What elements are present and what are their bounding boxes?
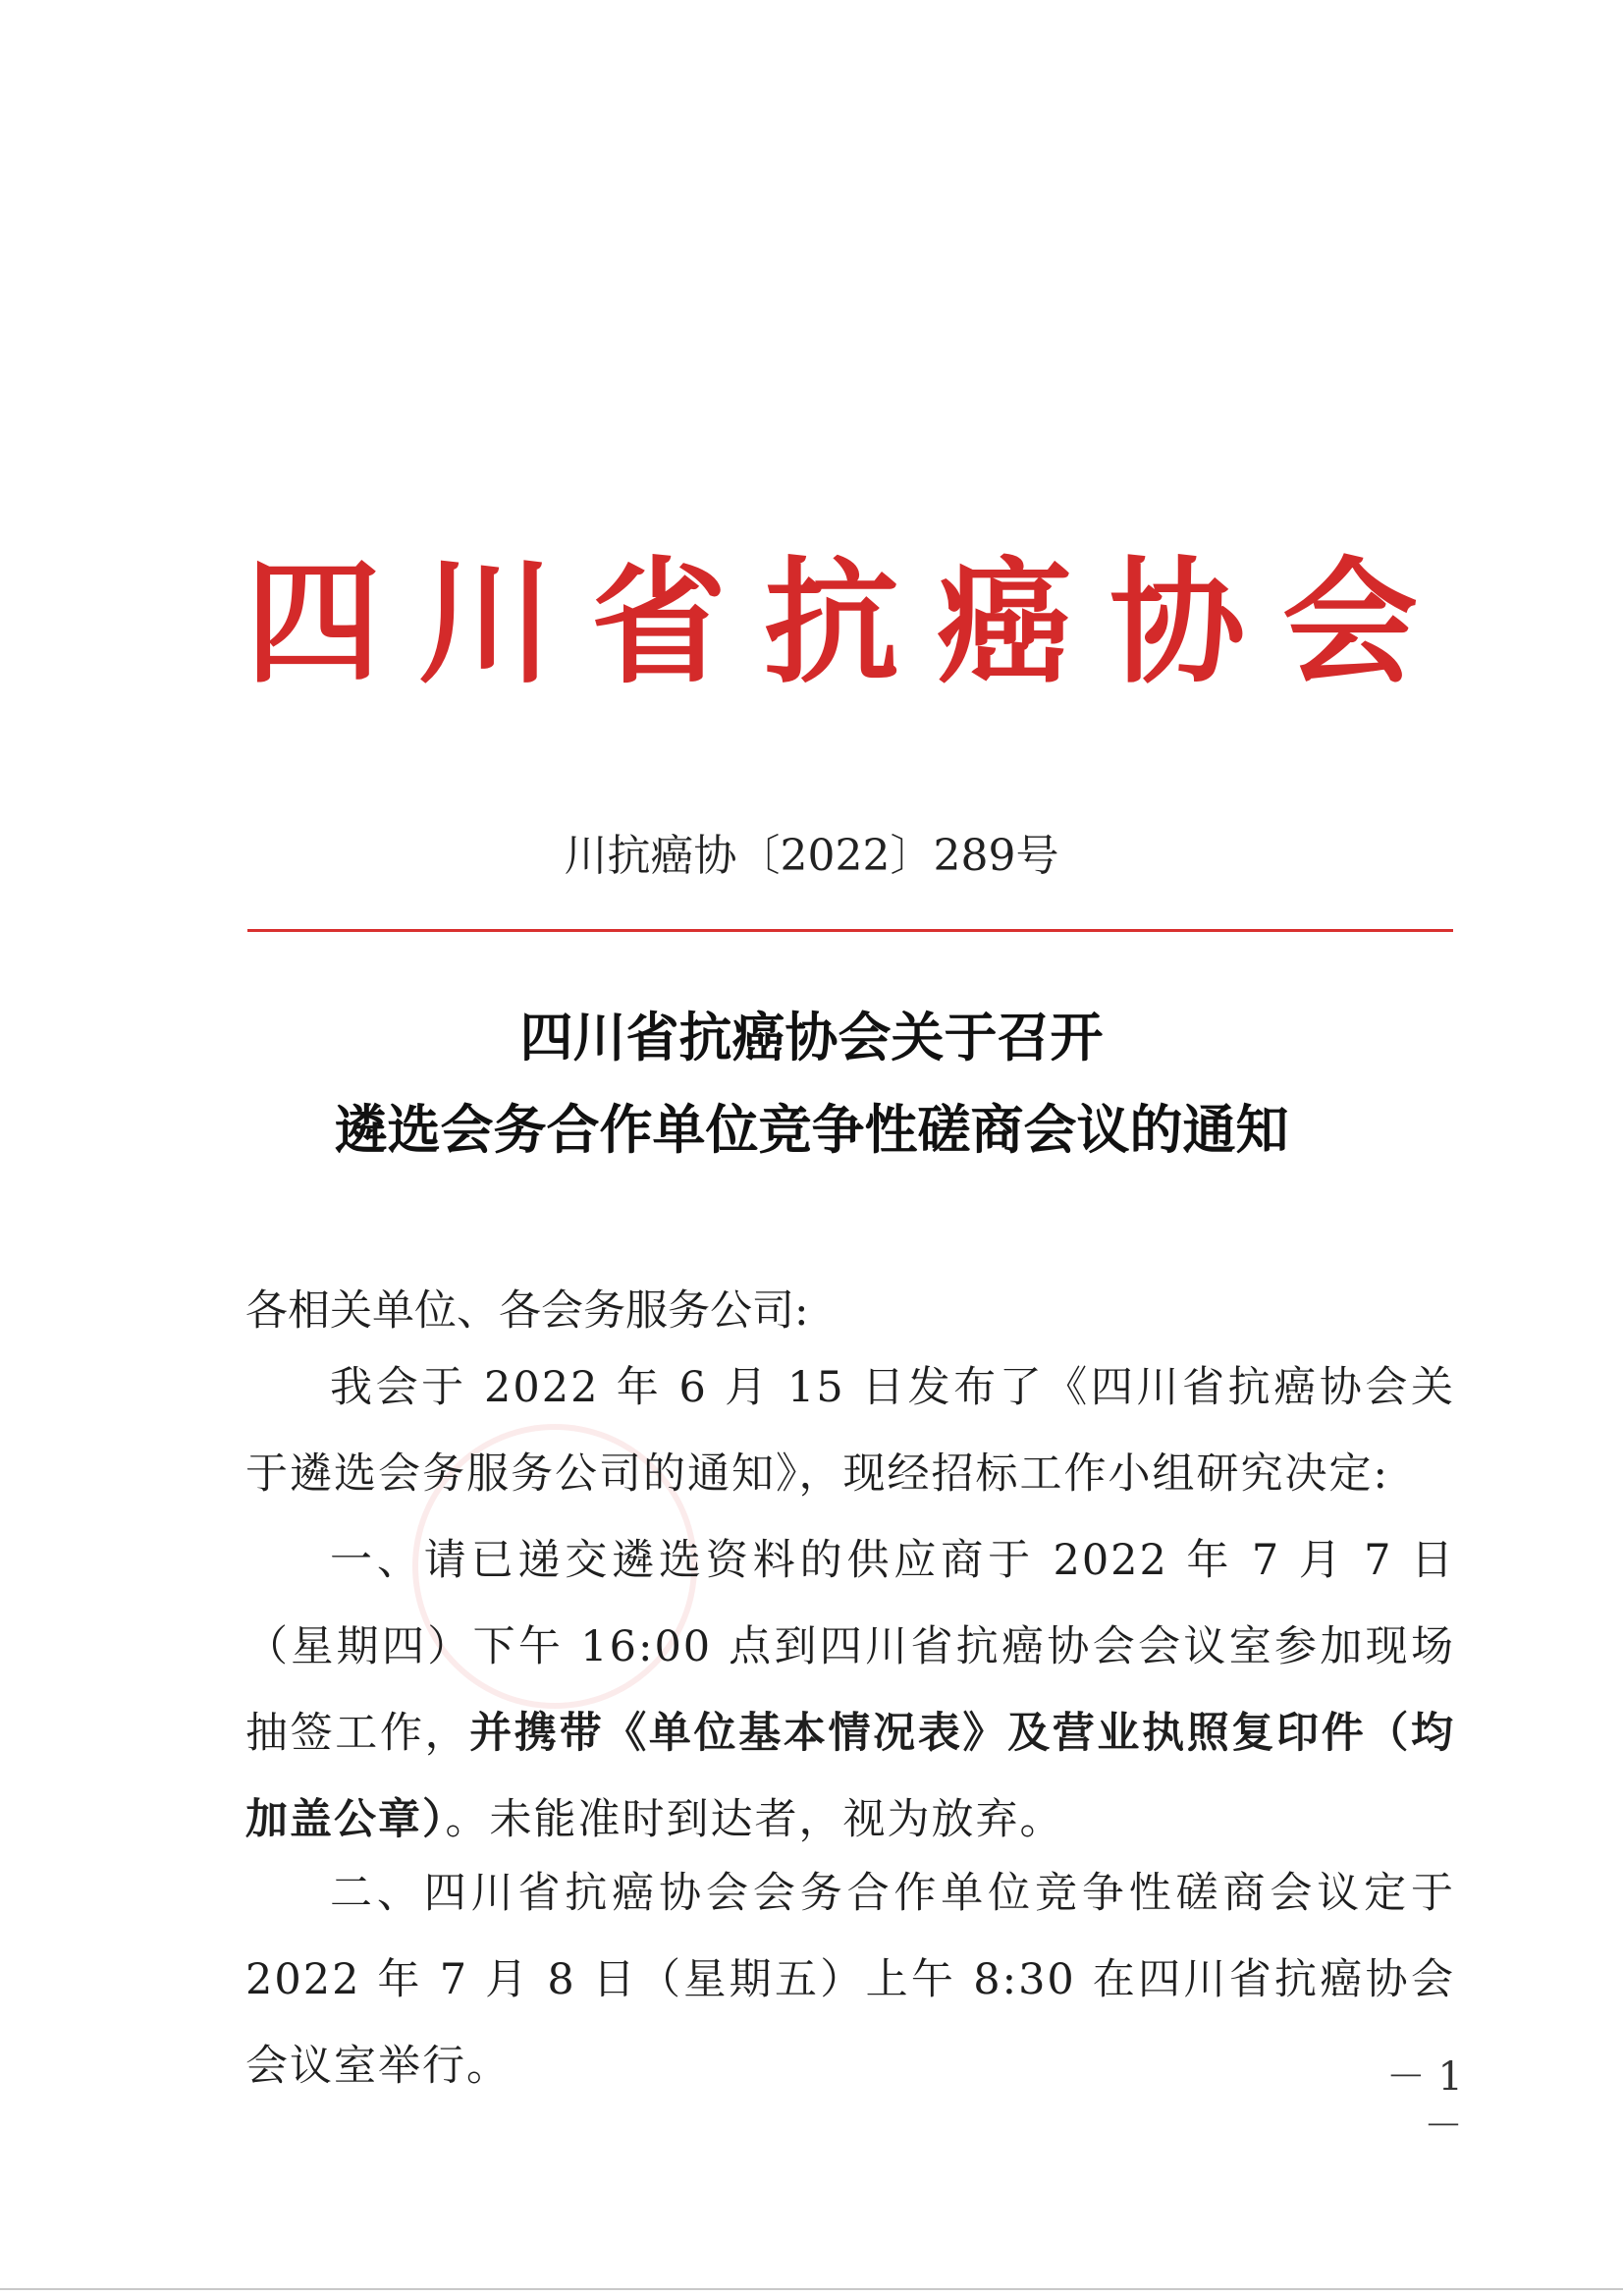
paragraph-2-text-start: 一、请已递交遴选资料的供应商于 2022 年 7 月 7 日（星期四）下午 16:00 点到四川省抗癌协会会议室参加现场抽签工作， [245, 1536, 1455, 1758]
paragraph-2 [245, 1517, 1455, 1863]
paragraph-1: 我会于 2022 年 6 月 15 日发布了《四川省抗癌协会关于遴选会务服务公司的通知》，现经招标工作小组研究决定: [245, 1363, 1455, 1499]
red-divider-line [247, 929, 1453, 932]
paragraph-3: 二、四川省抗癌协会会务合作单位竞争性磋商会议定于 2022 年 7 月 8 日（星期五）上午 8:30 在四川省抗癌协会会议室举行。 [245, 1869, 1455, 2091]
page-number: － 1 － [1385, 2054, 1463, 2149]
document-number: 川抗癌协〔2022〕289号 [564, 831, 1059, 881]
paragraph-2-text-end: 。未能准时到达者，视为放弃。 [445, 1795, 1064, 1844]
salutation: 各相关单位、各会务服务公司: [245, 1286, 809, 1336]
paragraph-2-bold-text: 并携带《单位基本情况表》及营业执照复印件（均加盖公章） [245, 1709, 1456, 1844]
scan-edge-line [0, 2288, 1623, 2290]
organization-header: 四川省抗癌协会 [245, 544, 1456, 702]
document-title-line-1: 四川省抗癌协会关于召开 [519, 1006, 1104, 1068]
document-title-line-2: 遴选会务合作单位竞争性磋商会议的通知 [334, 1098, 1289, 1161]
